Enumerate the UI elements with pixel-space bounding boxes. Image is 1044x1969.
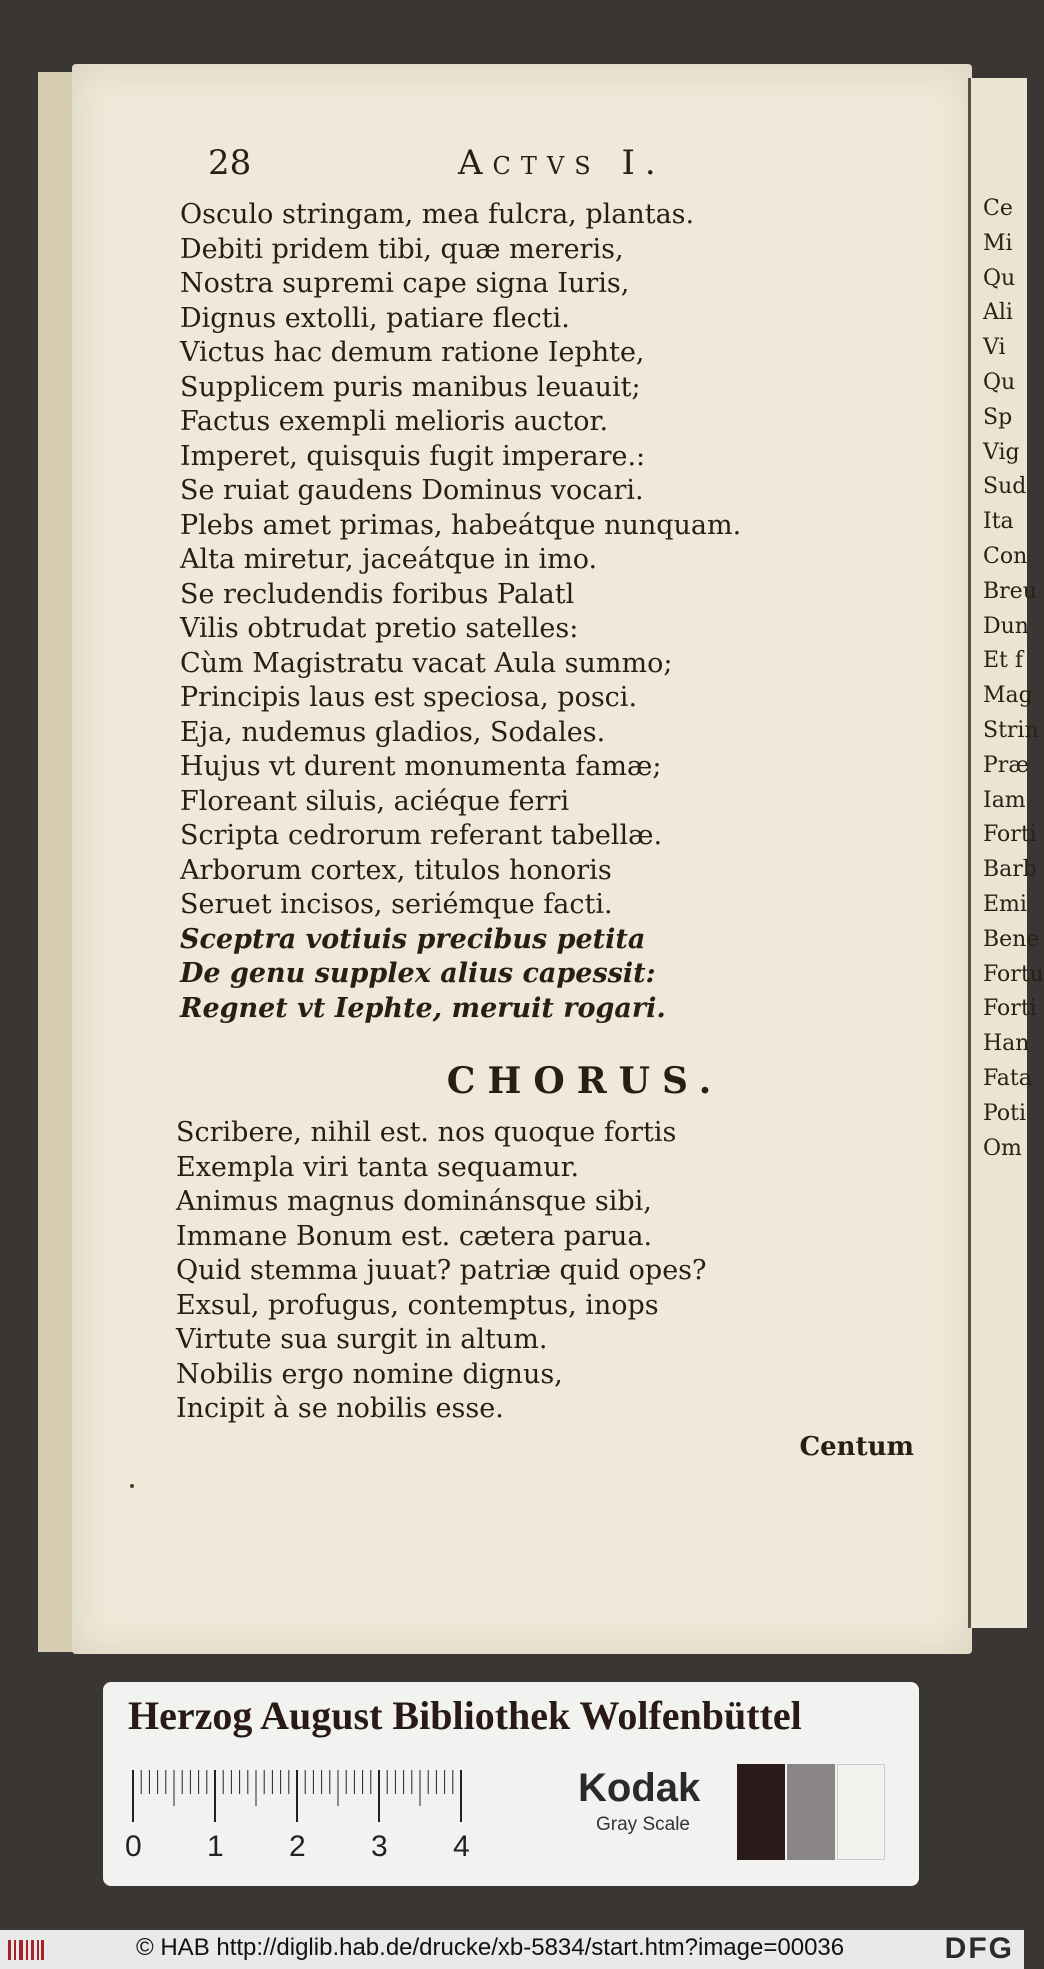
ruler-ticks	[131, 1770, 461, 1830]
verse-block	[180, 198, 800, 1026]
italic-verse-line: Sceptra votiuis precibus petita	[180, 923, 646, 955]
gray-scale-label: Gray Scale	[596, 1814, 690, 1835]
facing-page-fragment: Ce	[983, 196, 1013, 221]
verse-line: Osculo stringam, mea fulcra, plantas.	[180, 199, 695, 230]
facing-page-fragment: Mi	[983, 230, 1013, 256]
italic-verse-line: De genu supplex alius capessit:	[180, 958, 656, 989]
ruler-label: 4	[453, 1830, 470, 1863]
verse-line: Nostra supremi cape signa Iuris,	[180, 268, 630, 299]
viewer-footer	[0, 1930, 1024, 1969]
verse-line: Victus hac demum ratione Iephte,	[180, 337, 645, 368]
facing-page-fragment: Ali	[983, 300, 1013, 326]
facing-page-fragment: Fata	[983, 1066, 1032, 1091]
facing-page-fragment: Forti	[983, 996, 1037, 1022]
gray-swatch-mid	[787, 1764, 835, 1860]
facing-page-fragment: Mag	[983, 683, 1033, 709]
ruler-label: 1	[207, 1830, 224, 1863]
facing-page-fragment: Et f	[983, 648, 1024, 674]
verse-line: Se recludendis foribus Palatl	[180, 578, 575, 610]
verse-line: Debiti pridem tibi, quæ mereris,	[180, 233, 624, 265]
facing-page-fragment: Om	[983, 1135, 1022, 1161]
facing-page-fragment: Iam	[983, 787, 1026, 813]
catchword: Centum	[799, 1432, 914, 1462]
italic-verse-line: Regnet vt Iephte, meruit rogari.	[180, 992, 666, 1024]
facing-page-fragment: Vig	[983, 439, 1020, 465]
running-title: Actvs I.	[458, 143, 666, 183]
chorus-line: Virtute sua surgit in altum.	[176, 1324, 548, 1355]
running-head	[208, 143, 738, 183]
facing-page-fragment: Breu	[983, 578, 1037, 604]
ruler-label: 0	[125, 1830, 142, 1863]
verse-line: Se ruiat gaudens Dominus vocari.	[180, 475, 644, 506]
facing-page-fragment: Vi	[983, 335, 1006, 361]
chorus-line: Exsul, profugus, contemptus, inops	[176, 1289, 659, 1321]
chorus-line: Nobilis ergo nomine dignus,	[176, 1358, 563, 1390]
verse-line: Dignus extolli, patiare flecti.	[180, 302, 570, 334]
chorus-line: Quid stemma juuat? patriæ quid opes?	[176, 1255, 707, 1286]
verse-line: Arborum cortex, titulos honoris	[180, 854, 612, 886]
chorus-block	[176, 1116, 796, 1427]
facing-page-fragment: Præ	[983, 752, 1029, 778]
facing-page-fragment: Con	[983, 544, 1028, 569]
facing-page-fragment: Han	[983, 1031, 1030, 1057]
ink-speck	[130, 1484, 134, 1488]
verse-line: Vilis obtrudat pretio satelles:	[180, 613, 579, 644]
facing-page-fragment: Dun	[983, 613, 1029, 639]
verse-line: Supplicem puris manibus leuauit;	[180, 371, 641, 403]
verse-line: Floreant siluis, aciéque ferri	[180, 785, 570, 817]
facing-page-fragment: Barb	[983, 857, 1037, 883]
verse-line: Scripta cedrorum referant tabellæ.	[180, 820, 663, 851]
chorus-line: Animus magnus dominánsque sibi,	[176, 1186, 652, 1217]
chorus-heading: CHORUS.	[446, 1060, 724, 1102]
color-calibration-card	[103, 1682, 919, 1886]
measurement-ruler	[125, 1770, 470, 1863]
chorus-line: Immane Bonum est. cætera parua.	[176, 1220, 653, 1252]
page-number: 28	[208, 143, 252, 183]
barcode-icon	[6, 1937, 46, 1963]
facing-page-fragment: Strin	[983, 718, 1039, 743]
facing-page-fragment: Sud	[983, 474, 1027, 500]
facing-page-fragment: Ita	[983, 509, 1014, 535]
facing-page-fragment: Sp	[983, 404, 1013, 430]
facing-page-edge	[968, 78, 1044, 1628]
facing-page-fragment: Bene	[983, 926, 1040, 952]
verse-line: Principis laus est speciosa, posci.	[180, 682, 638, 713]
verse-line: Imperet, quisquis fugit imperare.:	[180, 440, 646, 472]
facing-page-fragment: Forti	[983, 822, 1037, 848]
dfg-logo: DFG	[944, 1932, 1014, 1965]
gray-swatch-dark	[737, 1764, 785, 1860]
verse-line: Hujus vt durent monumenta famæ;	[180, 751, 662, 782]
facing-page-fragment: Emi	[983, 892, 1027, 917]
verse-line: Seruet incisos, seriémque facti.	[180, 889, 613, 920]
facing-page-fragment: Fortu	[983, 961, 1044, 987]
gray-swatch-light	[837, 1764, 885, 1860]
verse-line: Alta miretur, jaceátque in imo.	[180, 544, 598, 575]
ruler-label: 3	[371, 1830, 388, 1863]
verse-line: Plebs amet primas, habeátque nunquam.	[180, 509, 742, 541]
chorus-line: Exempla viri tanta sequamur.	[176, 1151, 580, 1183]
facing-page-fragment: Qu	[983, 370, 1016, 395]
facing-page-fragment: Qu	[983, 265, 1016, 291]
chorus-line: Incipit à se nobilis esse.	[176, 1393, 504, 1424]
facing-page-fragment: Poti	[983, 1100, 1027, 1126]
source-link[interactable]: © HAB http://diglib.hab.de/drucke/xb-5834/start.htm?image=00036	[136, 1934, 845, 1961]
library-name: Herzog August Bibliothek Wolfenbüttel	[128, 1693, 802, 1738]
verse-line: Cùm Magistratu vacat Aula summo;	[180, 647, 673, 679]
verse-line: Factus exempli melioris auctor.	[180, 406, 609, 437]
chorus-line: Scribere, nihil est. nos quoque fortis	[176, 1117, 677, 1148]
ruler-label: 2	[289, 1830, 306, 1863]
verse-line: Eja, nudemus gladios, Sodales.	[180, 716, 606, 748]
kodak-brand: Kodak	[578, 1766, 701, 1810]
